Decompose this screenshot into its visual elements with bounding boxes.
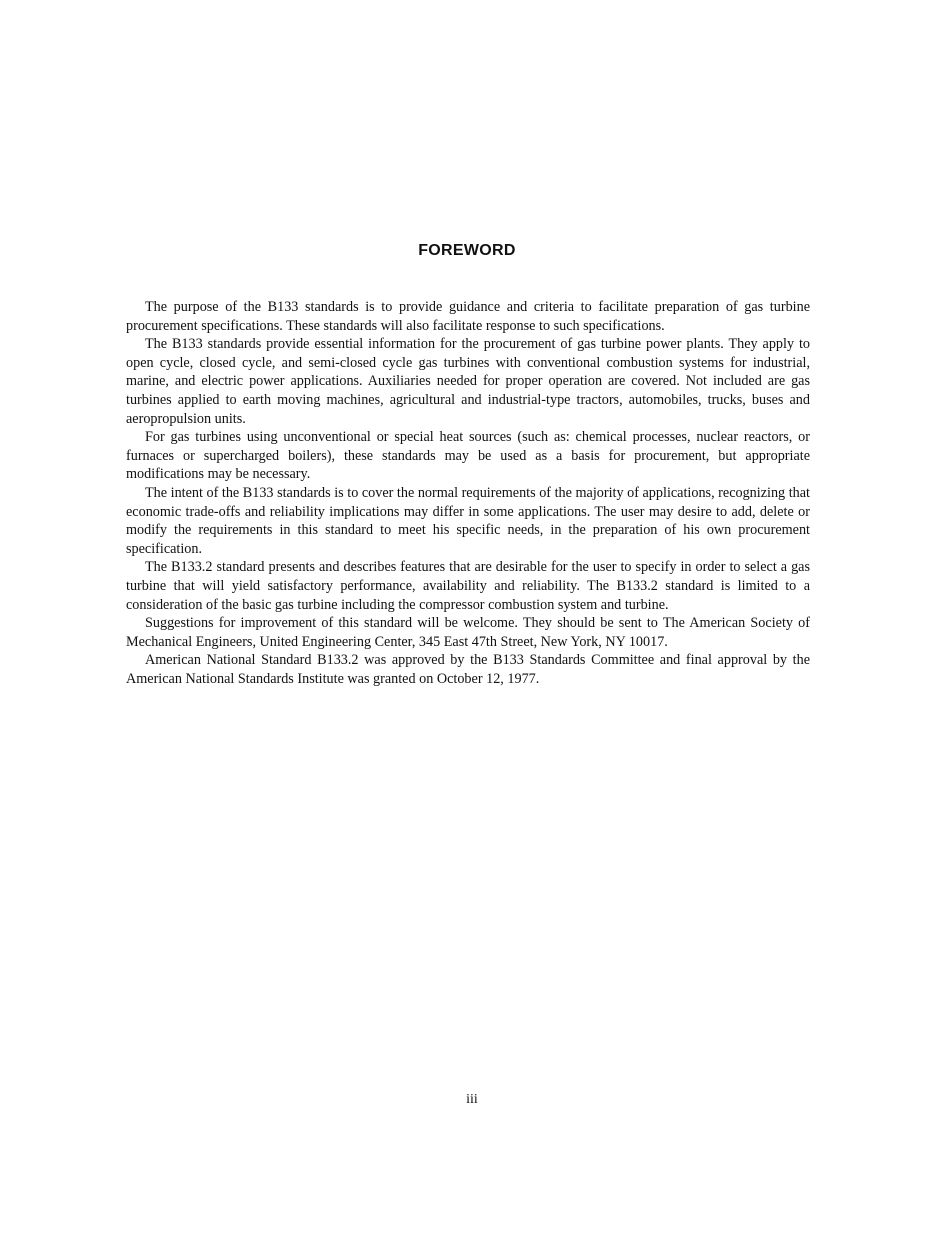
paragraph-intent: The intent of the B133 standards is to cover the normal requirements of the majority of applications, recognizing that economic trade-offs and reliability implications may differ in some applications. The user may desire to add, delete or modify the requirements in this standard to meet his specific needs, in the preparation of his own procurement specification. (126, 484, 810, 557)
paragraph-purpose: The purpose of the B133 standards is to provide guidance and criteria to facilitate preparation of gas turbine procurement specifications. These standards will also facilitate response to such specifications. (126, 299, 810, 334)
foreword-body (126, 298, 810, 688)
paragraph-suggestions: Suggestions for improvement of this standard will be welcome. They should be sent to The American Society of Mechanical Engineers, United Engineering Center, 345 East 47th Street, New York, NY 10017. (126, 615, 810, 650)
paragraph-b133-2-standard: The B133.2 standard presents and describes features that are desirable for the user to specify in order to select a gas turbine that will yield satisfactory performance, availability and reliability. The B133.2 standard is limited to a consideration of the basic gas turbine including the compressor combustion system and turbine. (126, 559, 810, 613)
page-number: iii (466, 1092, 478, 1107)
paragraph-approval: American National Standard B133.2 was approved by the B133 Standards Committee and final approval by the American National Standards Institute was granted on October 12, 1977. (126, 652, 810, 687)
page-title: FOREWORD (418, 242, 516, 259)
paragraph-scope: The B133 standards provide essential information for the procurement of gas turbine power plants. They apply to open cycle, closed cycle, and semi-closed cycle gas turbines with conventional combustion systems for industrial, marine, and electric power applications. Auxiliaries needed for proper operation are covered. Not included are gas turbines applied to earth moving machines, agricultural and industrial-type tractors, automobiles, trucks, buses and aeropropulsion units. (126, 336, 810, 427)
paragraph-special-heat-sources: For gas turbines using unconventional or special heat sources (such as: chemical processes, nuclear reactors, or furnaces or supercharged boilers), these standards may be used as a basis for procurement, but appropriate modifications may be necessary. (126, 429, 810, 483)
